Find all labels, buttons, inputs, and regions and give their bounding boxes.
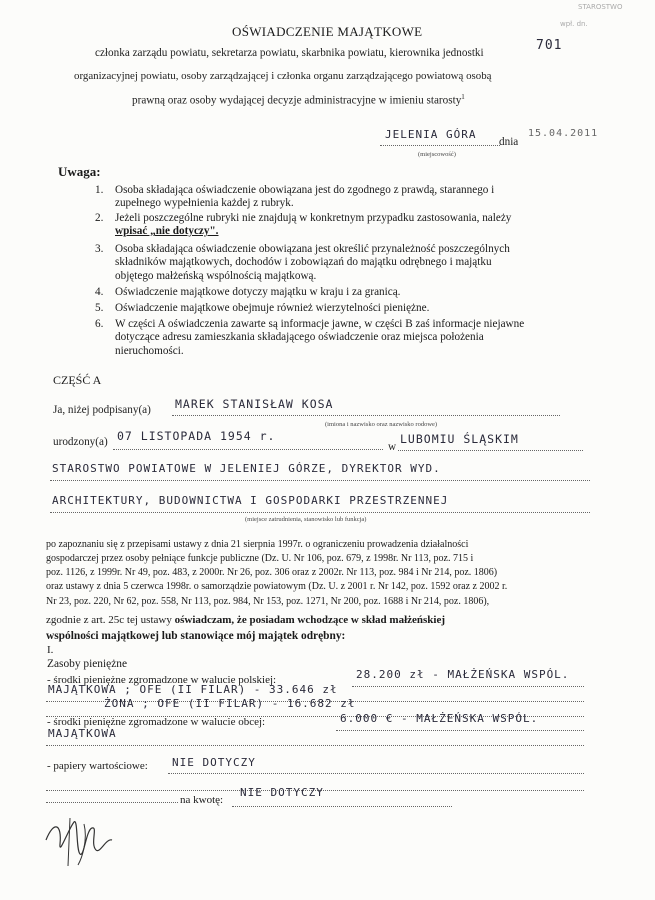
workplace-underline-2 [50,512,590,513]
born-place: LUBOMIU ŚLĄSKIM [400,432,519,446]
notes-heading: Uwaga: [58,164,101,179]
securities-value: NIE DOTYCZY [172,756,256,769]
note-item [95,243,510,256]
born-date: 07 LISTOPADA 1954 r. [117,429,276,443]
note-text: W części A oświadczenia zawarte są informacje jawne, w części B zaś informacje niejawne [115,318,525,330]
pln-funds-line-2: MAJĄTKOWA ; OFE (II FILAR) - 33.646 zł [48,683,338,696]
note-item [95,318,524,331]
registry-stamp-number: 701 [536,38,563,53]
fx-funds-label: - środki pieniężne zgromadzone w walucie obcej: [47,716,266,728]
legal-line: Nr 23, poz. 220, Nr 62, poz. 558, Nr 113, poz. 984, Nr 153, poz. 1271, Nr 200, poz. 1688 i Nr 214, poz. 1806), [46,596,490,607]
note-item [95,286,400,299]
note-text: składników majątkowych, dochodów i zobowiązań do majątku odrębnego i majątku [115,256,492,268]
place-value: JELENIA GÓRA [385,128,477,141]
fx-line-2 [46,745,584,746]
note-item [95,225,218,238]
securities-label: - papiery wartościowe: [47,760,148,772]
declaration-line-2: wspólności majątkowej lub stanowiące mój majątek odrębny: [46,630,346,642]
workplace-underline-1 [50,480,590,481]
date-value: 15.04.2011 [528,128,599,139]
workplace-line-1: STAROSTWO POWIATOWE W JELENIEJ GÓRZE, DYREKTOR WYD. [52,462,441,475]
note-text: Osoba składająca oświadczenie obowiązana jest określić przynależność poszczególnych [115,243,510,255]
note-item [95,302,429,315]
note-item [95,270,316,283]
pln-funds-value: 28.200 zł - MAŁŻEŃSKA WSPÓL. [356,668,570,681]
amount-value: NIE DOTYCZY [240,786,324,799]
note-item [95,331,484,344]
amount-lead-line [46,802,178,803]
workplace-caption: (miejsce zatrudnienia, stanowisko lub funkcja) [245,516,367,523]
born-place-line [398,450,583,451]
amount-line [232,806,452,807]
registry-stamp-line1: STAROSTWO [578,3,623,11]
note-text: Jeżeli poszczególne rubryki nie znajdują w konkretnym przypadku zastosowania, należy [115,212,512,224]
born-label: urodzony(a) [53,436,108,448]
note-text: zupełnego wypełnienia każdej z rubryk. [115,197,294,209]
place-line [380,145,500,146]
declarant-name: MAREK STANISŁAW KOSA [175,397,334,411]
date-label: dnia [499,136,519,148]
born-date-line [113,449,383,450]
note-text: dotyczące adresu zamieszkania składającego oświadczenie oraz miejsca położenia [115,331,484,343]
note-item [95,197,294,210]
note-item [95,345,184,358]
footnote-marker: 1 [461,93,465,101]
pln-funds-line-3: ŻONA ; OFE (II FILAR) - 16.682 zł [104,697,356,710]
note-item [95,184,494,197]
pln-funds-label: - środki pieniężne zgromadzone w walucie polskiej: [47,674,277,686]
fx-line-1 [336,730,584,731]
legal-line: poz. 1126, z 1999r. Nr 49, poz. 483, z 2000r. Nr 26, poz. 306 oraz z 2002r. Nr 113, poz. 984 i Nr 214, poz. 1806) [46,567,498,578]
note-text: nieruchomości. [115,345,184,357]
pln-line-1 [352,686,584,687]
note-text: Oświadczenie majątkowe dotyczy majątku w kraju i za granicą. [115,286,401,298]
note-text: objętego małżeńską wspólnością majątkową. [115,270,317,282]
note-item [95,212,511,225]
securities-line-1 [168,773,584,774]
page-title: OŚWIADCZENIE MAJĄTKOWE [232,24,423,39]
note-number: 4. [95,286,104,298]
note-number: 1. [95,184,104,196]
legal-line: oraz ustawy z dnia 5 czerwca 1998r. o samorządzie powiatowym (Dz. U. z 2001 r. Nr 142, poz. 1592 oraz z 2002 r. [46,581,508,592]
note-number: 5. [95,302,104,314]
registry-stamp-line2: wpł. dn. [560,20,588,28]
amount-label: na kwotę: [180,794,224,806]
declarant-caption: (imiona i nazwisko oraz nazwisko rodowe) [325,421,438,428]
subtitle-line-3: prawną oraz osoby wydającej decyzje administracyjne w imieniu starosty$^1$ [132,93,465,107]
declarant-label: Ja, niżej podpisany(a) [53,404,151,416]
workplace-line-2: ARCHITEKTURY, BUDOWNICTWA I GOSPODARKI PRZESTRZENNEJ [52,494,449,507]
born-in-label: w [388,441,397,453]
note-number: 3. [95,243,104,255]
note-text: Osoba składająca oświadczenie obowiązana jest do zgodnego z prawdą, starannego i [115,184,495,196]
section-i-number: I. [47,644,54,656]
fx-funds-line-2: MAJĄTKOWA [48,727,117,740]
signature-image [40,810,120,870]
declarant-line [172,415,560,416]
declaration-line: zgodnie z art. 25c tej ustawy oświadczam, że posiadam wchodzące w skład małżeńskiej [46,614,446,626]
place-caption: (miejscowość) [418,151,456,158]
subtitle-line-2: organizacyjnej powiatu, osoby zarządzającej i członka organu zarządzającego powiatową osobą [74,70,492,82]
note-text: wpisać „nie dotyczy". [115,225,219,237]
note-number: 2. [95,212,104,224]
fx-funds-value: 6.000 € - MAŁŻEŃSKA WSPÓL. [340,712,539,725]
note-text: Oświadczenie majątkowe obejmuje również wierzytelności pieniężne. [115,302,430,314]
subtitle-line-1: członka zarządu powiatu, sekretarza powiatu, skarbnika powiatu, kierownika jednostki [95,47,484,59]
legal-line: gospodarczej przez osoby pełniące funkcje publiczne (Dz. U. Nr 106, poz. 679, z 1998r. Nr 113, poz. 715 i [46,553,474,564]
section-i-heading: Zasoby pieniężne [47,658,128,670]
legal-line: po zapoznaniu się z przepisami ustawy z dnia 21 sierpnia 1997r. o ograniczeniu prowadzenia działalności [46,539,469,550]
note-item [95,256,492,269]
part-a-heading: CZĘŚĆ A [53,373,102,387]
note-number: 6. [95,318,104,330]
